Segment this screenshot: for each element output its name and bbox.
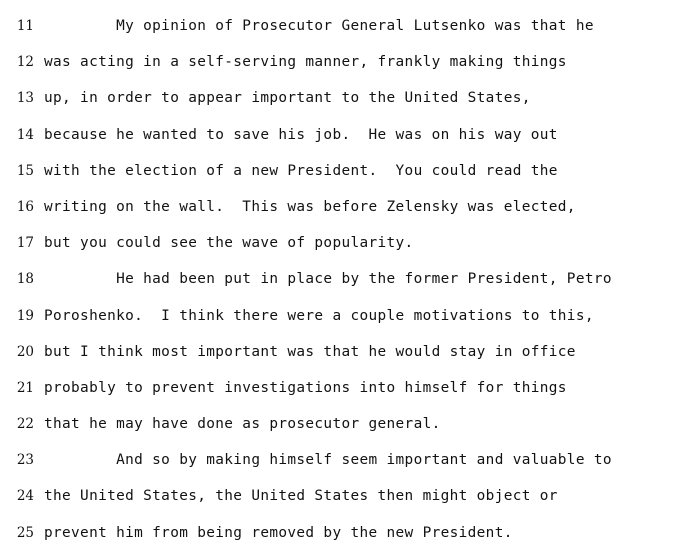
line-text: was acting in a self-serving manner, frankly making things xyxy=(44,54,567,71)
line-number: 24 xyxy=(16,488,34,505)
line-text: My opinion of Prosecutor General Lutsenko was that he xyxy=(44,18,594,34)
line-text: but you could see the wave of popularity. xyxy=(44,235,414,252)
transcript-line xyxy=(0,478,690,514)
line-text: And so by making himself seem important and valuable to xyxy=(44,452,612,469)
line-text: with the election of a new President. You could read the xyxy=(44,162,558,179)
line-number: 11 xyxy=(16,18,34,34)
line-text: because he wanted to save his job. He was on his way out xyxy=(44,126,558,143)
transcript-line xyxy=(0,44,690,80)
line-number: 12 xyxy=(16,54,34,71)
line-number: 23 xyxy=(16,452,34,469)
line-text: prevent him from being removed by the new President. xyxy=(44,524,513,541)
line-text: up, in order to appear important to the United States, xyxy=(44,90,531,107)
line-number: 15 xyxy=(16,162,34,179)
line-number: 19 xyxy=(16,307,34,324)
transcript-line xyxy=(0,406,690,442)
line-number: 17 xyxy=(16,235,34,252)
transcript-line xyxy=(0,8,690,44)
line-text: that he may have done as prosecutor general. xyxy=(44,416,441,433)
transcript-line xyxy=(0,298,690,334)
line-number: 25 xyxy=(16,524,34,541)
line-number: 16 xyxy=(16,198,34,215)
line-text: writing on the wall. This was before Zelensky was elected, xyxy=(44,198,576,215)
line-number: 21 xyxy=(16,379,34,396)
line-number: 14 xyxy=(16,126,34,143)
line-text: Poroshenko. I think there were a couple motivations to this, xyxy=(44,307,594,324)
transcript-line xyxy=(0,334,690,370)
transcript-body xyxy=(0,8,690,551)
line-number: 20 xyxy=(16,343,34,360)
transcript-line xyxy=(0,80,690,116)
line-number: 13 xyxy=(16,90,34,107)
transcript-line xyxy=(0,442,690,478)
transcript-line xyxy=(0,261,690,297)
line-number: 22 xyxy=(16,416,34,433)
transcript-line xyxy=(0,370,690,406)
line-text: but I think most important was that he would stay in office xyxy=(44,343,576,360)
line-text: the United States, the United States then might object or xyxy=(44,488,558,505)
transcript-line xyxy=(0,117,690,153)
transcript-line xyxy=(0,153,690,189)
transcript-line xyxy=(0,189,690,225)
transcript-line xyxy=(0,515,690,551)
line-number: 18 xyxy=(16,271,34,288)
line-text: probably to prevent investigations into himself for things xyxy=(44,379,567,396)
line-text: He had been put in place by the former President, Petro xyxy=(44,271,612,288)
transcript-line xyxy=(0,225,690,261)
